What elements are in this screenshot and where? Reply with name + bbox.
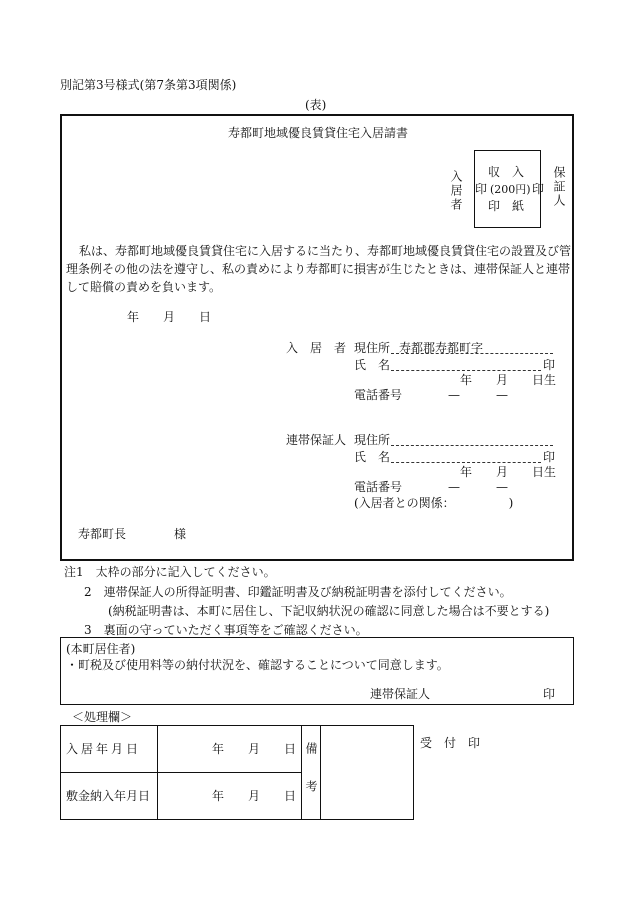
receipt-stamp-label: 受 付 印 xyxy=(420,736,481,750)
guarantor-birth: 年 月 日生 xyxy=(460,465,557,479)
pledge-line-3: して賠償の責めを負います。 xyxy=(66,280,222,294)
move-in-date-label: 入居年月日 xyxy=(66,742,142,756)
stamp-row1: 収 入 xyxy=(488,165,525,179)
form-title: 寿都町地域優良賃貸住宅入居請書 xyxy=(228,126,409,140)
stamp-right-seal: 印 xyxy=(532,182,545,196)
guarantor-name-field[interactable] xyxy=(391,462,541,463)
resident-label: 入 居 者 xyxy=(286,341,347,355)
pledge-line-2: 理条例その他の法を遵守し、私の責めにより寿都町に損害が生じたときは、連帯保証人と連帯 xyxy=(66,262,571,276)
resident-name-field[interactable] xyxy=(391,370,541,371)
consent-seal: 印 xyxy=(543,687,556,701)
processing-col-divider-2 xyxy=(301,725,302,820)
processing-title: ＜処理欄＞ xyxy=(72,710,133,724)
remarks-label: 備考 xyxy=(304,742,318,818)
note-2: 2 連帯保証人の所得証明書、印鑑証明書及び納税証明書を添付してください。 xyxy=(84,585,512,599)
deposit-date-value[interactable]: 年 月 日 xyxy=(212,789,297,803)
processing-col-divider-3 xyxy=(320,725,321,820)
deposit-date-label: 敷金納入年月日 xyxy=(66,789,151,803)
guarantor-address-field[interactable] xyxy=(391,445,553,446)
guarantor-phone-value[interactable]: — — xyxy=(448,480,509,494)
guarantor-vertical-label: 保証人 xyxy=(552,166,566,208)
consent-title: (本町居住者) xyxy=(66,642,136,656)
side-label: (表) xyxy=(305,98,327,112)
resident-address-label: 現住所 xyxy=(354,341,391,355)
pledge-line-1: 私は、寿都町地域優良賃貸住宅に入居するに当たり、寿都町地域優良賃貸住宅の設置及び管 xyxy=(79,244,572,258)
guarantor-seal: 印 xyxy=(543,450,556,464)
stamp-row3: 印 紙 xyxy=(488,199,525,213)
move-in-date-value[interactable]: 年 月 日 xyxy=(212,742,297,756)
consent-text: ・町税及び使用料等の納付状況を、確認することについて同意します。 xyxy=(66,658,449,672)
consent-signer: 連帯保証人 xyxy=(370,687,431,701)
addressee: 寿都町長 様 xyxy=(78,527,187,541)
resident-name-label: 氏 名 xyxy=(354,358,391,372)
resident-phone-value[interactable]: — — xyxy=(448,388,509,402)
note-2-sub: (納税証明書は、本町に居住し、下記収納状況の確認に同意した場合は不要とする) xyxy=(108,604,550,618)
guarantor-relation[interactable]: (入居者との関係： ) xyxy=(354,496,514,510)
resident-vertical-label: 入居者 xyxy=(449,170,463,212)
processing-row-divider xyxy=(60,772,302,773)
date-line: 年 月 日 xyxy=(127,310,212,324)
guarantor-name-label: 氏 名 xyxy=(354,450,391,464)
resident-address-underline xyxy=(391,353,553,354)
resident-seal: 印 xyxy=(543,358,556,372)
guarantor-address-label: 現住所 xyxy=(354,433,391,447)
stamp-left-seal: 印 xyxy=(475,182,488,196)
note-1: 注1 太枠の部分に記入してください。 xyxy=(64,565,276,579)
stamp-amount: (200円) xyxy=(490,183,531,196)
note-3: 3 裏面の守っていただく事項等をご確認ください。 xyxy=(84,623,368,637)
resident-phone-label: 電話番号 xyxy=(354,388,403,402)
guarantor-label: 連帯保証人 xyxy=(286,433,347,447)
resident-birth: 年 月 日生 xyxy=(460,373,557,387)
guarantor-phone-label: 電話番号 xyxy=(354,480,403,494)
processing-col-divider-1 xyxy=(157,725,158,820)
resident-address-value[interactable]: 寿都郡寿都町字 xyxy=(399,341,484,355)
form-reference: 別記第3号様式(第7条第3項関係) xyxy=(60,78,237,92)
